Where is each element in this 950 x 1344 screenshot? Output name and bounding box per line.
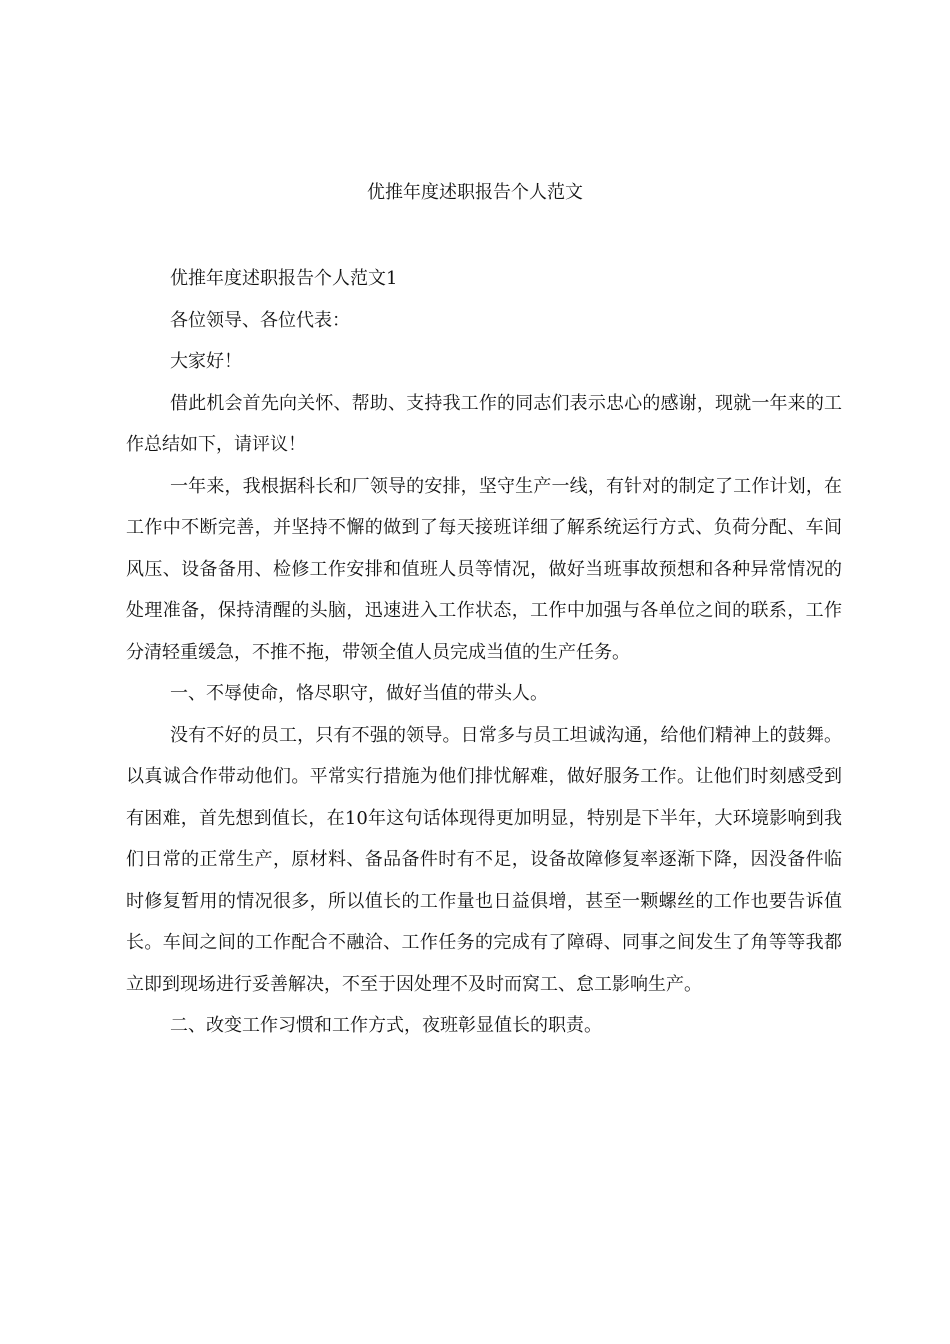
document-body [126,258,842,1047]
paragraph: 借此机会首先向关怀、帮助、支持我工作的同志们表示忠心的感谢，现就一年来的工作总结如下，请评议！ [126,392,842,455]
salutation: 各位领导、各位代表： [170,309,350,331]
document-title: 优推年度述职报告个人范文 [367,182,583,203]
greeting: 大家好！ [170,351,242,372]
subheading: 二、改变工作习惯和工作方式，夜班彰显值长的职责。 [170,1015,602,1036]
subheading: 一、不辱使命，恪尽职守，做好当值的带头人。 [170,683,548,704]
paragraph: 没有不好的员工，只有不强的领导。日常多与员工坦诚沟通，给他们精神上的鼓舞。以真诚合作带动他们。平常实行措施为他们排忧解难，做好服务工作。让他们时刻感受到有困难，首先想到值长，在10年这句话体现得更加明显，特别是下半年，大环境影响到我们日常的正常生产，原材料、备品备件时有不足，设备故障修复率逐渐下降，因没备件临时修复暂用的情况很多，所以值长的工作量也日益俱增，甚至一颗螺丝的工作也要告诉值长。车间之间的工作配合不融洽、工作任务的完成有了障碍、同事之间发生了角等等我都立即到现场进行妥善解决，不至于因处理不及时而窝工、怠工影响生产。 [126,724,842,995]
section-heading: 优推年度述职报告个人范文1 [170,268,398,289]
paragraph: 一年来，我根据科长和厂领导的安排，坚守生产一线，有针对的制定了工作计划，在工作中不断完善，并坚持不懈的做到了每天接班详细了解系统运行方式、负荷分配、车间风压、设备备用、检修工作安排和值班人员等情况，做好当班事故预想和各种异常情况的处理准备，保持清醒的头脑，迅速进入工作状态，工作中加强与各单位之间的联系，工作分清轻重缓急，不推不拖，带领全值人员完成当值的生产任务。 [126,475,842,663]
